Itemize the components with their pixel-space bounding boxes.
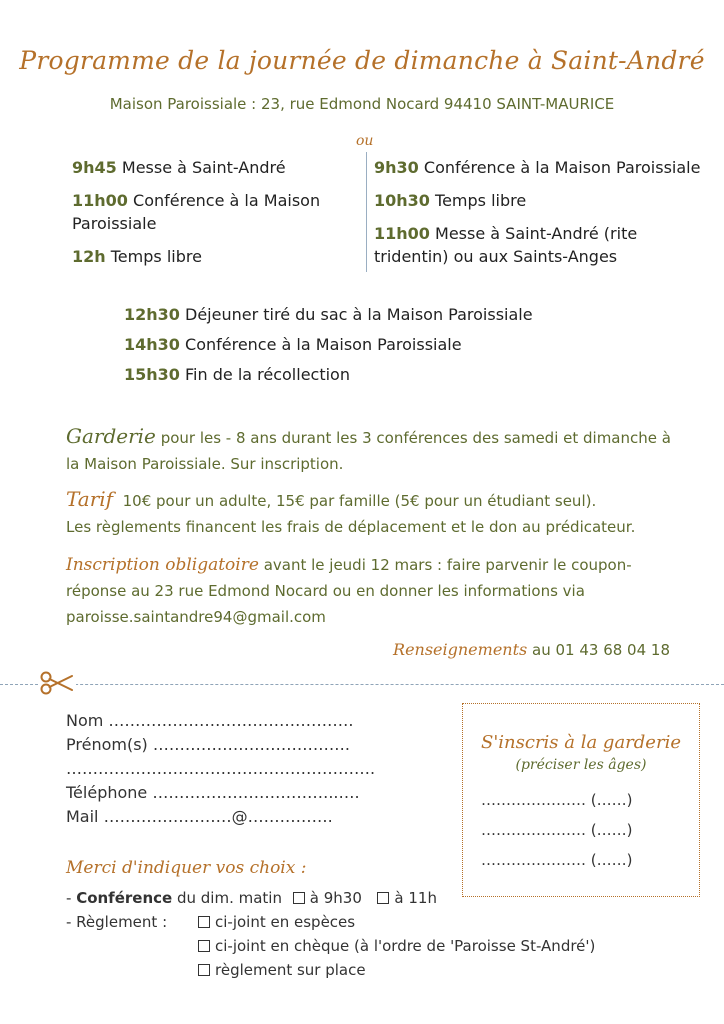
schedule-option-a bbox=[72, 156, 362, 278]
schedule-entry: 9h45 Messe à Saint-André bbox=[72, 158, 286, 177]
reglement-cheque-row bbox=[66, 934, 706, 958]
renseignements-info: Renseignements au 01 43 68 04 18 bbox=[393, 640, 670, 659]
schedule-common bbox=[124, 303, 684, 393]
reglement-place-row bbox=[66, 958, 706, 982]
inscription-info: Inscription obligatoire avant le jeudi 12 mars : faire parvenir le coupon-réponse au 23 rue Edmond Nocard ou en donner les informations via paroisse.saintandre94@gmail.com bbox=[66, 555, 632, 626]
checkbox-icon[interactable] bbox=[293, 892, 305, 904]
garderie-signup-box bbox=[462, 703, 700, 897]
choices-title: Merci d'indiquer vos choix : bbox=[66, 858, 307, 878]
schedule-entry: 14h30 Conférence à la Maison Paroissiale bbox=[124, 335, 462, 354]
option-930: à 9h30 bbox=[309, 889, 362, 907]
renseignements-heading: Renseignements bbox=[393, 640, 528, 659]
telephone-field[interactable]: Téléphone ……………………………..…. bbox=[66, 783, 360, 802]
reglement-sur-place: règlement sur place bbox=[215, 961, 366, 979]
checkbox-icon[interactable] bbox=[198, 940, 210, 952]
garderie-box-title: S'inscris à la garderie bbox=[481, 732, 681, 753]
page-title: Programme de la journée de dimanche à Saint-André bbox=[19, 46, 705, 75]
checkbox-icon[interactable] bbox=[198, 964, 210, 976]
coupon-form bbox=[66, 709, 456, 829]
tarif-heading: Tarif bbox=[66, 487, 114, 511]
mail-field[interactable]: Mail ……………………@……………. bbox=[66, 807, 333, 826]
option-11h: à 11h bbox=[394, 889, 437, 907]
schedule-entry: 9h30 Conférence à la Maison Paroissiale bbox=[374, 158, 701, 177]
checkbox-icon[interactable] bbox=[198, 916, 210, 928]
tarif-info: Tarif 10€ pour un adulte, 15€ par famille (5€ pour un étudiant seul). Les règlements financent les frais de déplacement et le don au prédicateur. bbox=[66, 487, 636, 536]
garderie-box-subtitle: (préciser les âges) bbox=[515, 757, 647, 773]
schedule-entry: 15h30 Fin de la récollection bbox=[124, 365, 350, 384]
schedule-entry: 11h00 Messe à Saint-André (rite tridentin) ou aux Saints-Anges bbox=[374, 224, 638, 266]
checkbox-icon[interactable] bbox=[377, 892, 389, 904]
reglement-cheque: ci-joint en chèque (à l'ordre de 'Paroisse St-André') bbox=[215, 937, 596, 955]
schedule-entry: 11h00 Conférence à la Maison Paroissiale bbox=[72, 191, 321, 233]
scissors-icon bbox=[38, 668, 76, 698]
schedule-entry: 10h30 Temps libre bbox=[374, 191, 527, 210]
child-age-field[interactable]: ………………… (……) bbox=[481, 851, 633, 869]
schedule-entry: 12h Temps libre bbox=[72, 247, 202, 266]
choices bbox=[66, 886, 706, 982]
child-age-field[interactable]: ………………… (……) bbox=[481, 791, 633, 809]
schedule-option-b bbox=[374, 156, 704, 278]
or-label: ou bbox=[356, 133, 374, 149]
conference-label: Conférence bbox=[76, 889, 173, 907]
nom-field[interactable]: Nom ………………………………………. bbox=[66, 711, 354, 730]
cut-line bbox=[0, 684, 724, 685]
inscription-heading: Inscription obligatoire bbox=[66, 555, 259, 575]
schedule-entry: 12h30 Déjeuner tiré du sac à la Maison Paroissiale bbox=[124, 305, 533, 324]
garderie-info: Garderie pour les - 8 ans durant les 3 conférences des samedi et dimanche à la Maison Paroissiale. Sur inscription. bbox=[66, 424, 671, 473]
child-age-field[interactable]: ………………… (……) bbox=[481, 821, 633, 839]
conference-choice-row: - Conférence du dim. matin à 9h30 à 11h bbox=[66, 889, 437, 907]
prenom-field[interactable]: Prénom(s) ………………………………. bbox=[66, 735, 350, 754]
extra-field[interactable]: …………………………………………………. bbox=[66, 759, 376, 778]
reglement-especes: ci-joint en espèces bbox=[215, 913, 356, 931]
address: Maison Paroissiale : 23, rue Edmond Nocard 94410 SAINT-MAURICE bbox=[109, 95, 615, 113]
column-divider bbox=[366, 152, 367, 272]
reglement-choice-row: - Règlement : ci-joint en espèces bbox=[66, 913, 356, 931]
garderie-heading: Garderie bbox=[66, 424, 156, 448]
